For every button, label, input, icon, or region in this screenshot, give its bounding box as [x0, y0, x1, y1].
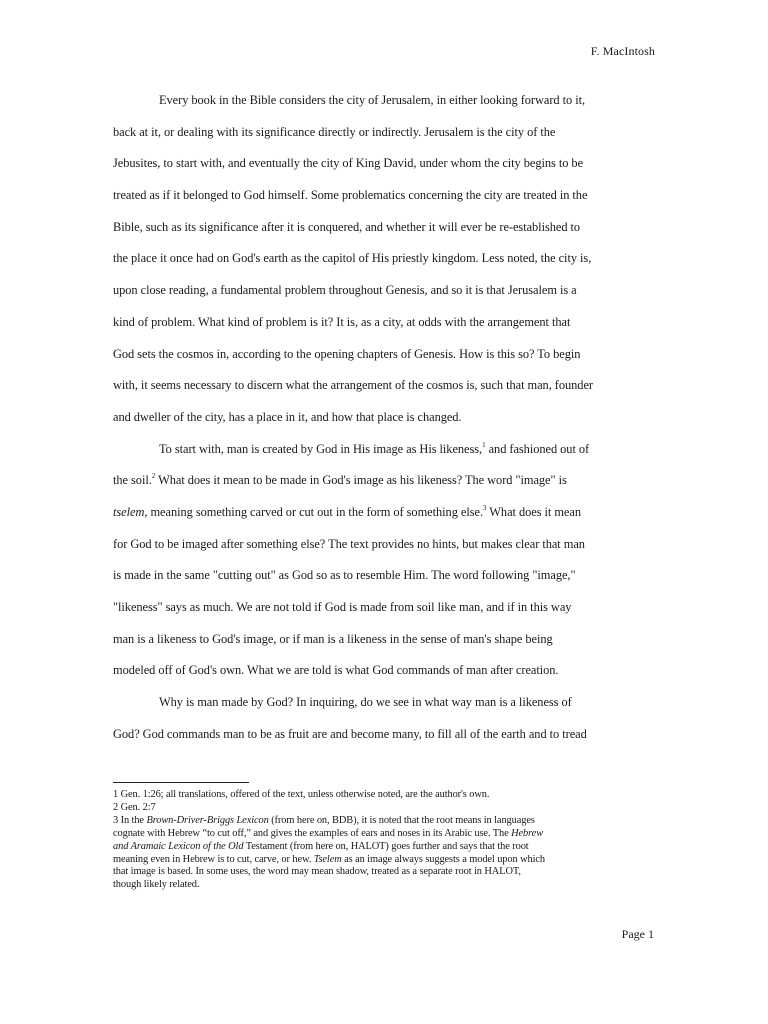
body-line: "likeness" says as much. We are not told if God is made from soil like man, and if in this way	[113, 600, 572, 614]
body-text	[113, 88, 656, 753]
footnote-line: though likely related.	[113, 879, 200, 891]
body-line: Every book in the Bible considers the city of Jerusalem, in either looking forward to it,	[159, 93, 586, 107]
page-number: Page 1	[621, 927, 654, 941]
footnote-ref[interactable]: 2	[151, 472, 156, 481]
body-line: To start with, man is created by God in His image as His likeness,$^1$ and fashioned out of	[159, 440, 590, 456]
body-line: the soil.$^2$ What does it mean to be made in God's image as his likeness? The word "image" is	[113, 472, 567, 488]
body-line: treated as if it belonged to God himself. Some problematics concerning the city are treated in the	[113, 188, 588, 203]
footnote-ref[interactable]: 1	[482, 440, 486, 449]
footnote-line: cognate with Hebrew “to cut off,” and gives the examples of ears and noses in its Arabic use. The Hebrew	[113, 827, 544, 839]
body-line: for God to be imaged after something else? The text provides no hints, but makes clear that man	[113, 536, 585, 551]
body-line: tselem, meaning something carved or cut out in the form of something else.$^3$ What does it mean	[113, 503, 581, 519]
body-line: modeled off of God's own. What we are told is what God commands of man after creation.	[113, 663, 559, 678]
footnotes	[113, 789, 658, 892]
body-line: upon close reading, a fundamental problem throughout Genesis, and so it is that Jerusalem is a	[113, 283, 577, 298]
body-line: Bible, such as its significance after it is conquered, and whether it will ever be re-established to	[113, 219, 581, 234]
footnote-line: and Aramaic Lexicon of the Old Testament (from here on, HALOT) goes further and says that the root	[113, 840, 529, 852]
body-line: man is a likeness to God's image, or if man is a likeness in the sense of man's shape being	[113, 631, 553, 646]
body-line: the place it once had on God's earth as the capitol of His priestly kingdom. Less noted, the city is,	[113, 251, 592, 266]
footnote-line: 2 Gen. 2:7	[113, 801, 156, 813]
footnote-ref[interactable]: 3	[483, 503, 487, 512]
header-author: F. MacIntosh	[590, 44, 655, 58]
footnote-separator	[113, 782, 249, 783]
body-line: kind of problem. What kind of problem is it? It is, as a city, at odds with the arrangement that	[113, 314, 571, 329]
body-line: God sets the cosmos in, according to the opening chapters of Genesis. How is this so? To begin	[113, 346, 581, 361]
body-line: is made in the same "cutting out" as God so as to resemble Him. The word following "image,"	[113, 568, 576, 583]
footnote-line: 1 Gen. 1:26; all translations, offered of the text, unless otherwise noted, are the author's own.	[113, 789, 490, 800]
body-line: back at it, or dealing with its significance directly or indirectly. Jerusalem is the city of the	[113, 124, 556, 139]
footnote-line: meaning even in Hebrew is to cut, carve, or hew. Tselem as an image always suggests a model upon which	[113, 853, 545, 865]
body-line: God? God commands man to be as fruit are and become many, to fill all of the earth and to tread	[113, 726, 587, 741]
footnote-line: 3 In the Brown-Driver-Briggs Lexicon (from here on, BDB), it is noted that the root means in languages	[113, 814, 535, 826]
body-line: and dweller of the city, has a place in it, and how that place is changed.	[113, 409, 462, 424]
footnote-line: that image is based. In some uses, the word may mean shadow, treated as a separate root in HALOT,	[113, 866, 521, 878]
body-line: Jebusites, to start with, and eventually the city of King David, under whom the city begins to be	[113, 156, 584, 171]
body-line: with, it seems necessary to discern what the arrangement of the cosmos is, such that man, founder	[113, 378, 593, 393]
body-line: Why is man made by God? In inquiring, do we see in what way man is a likeness of	[159, 695, 572, 710]
